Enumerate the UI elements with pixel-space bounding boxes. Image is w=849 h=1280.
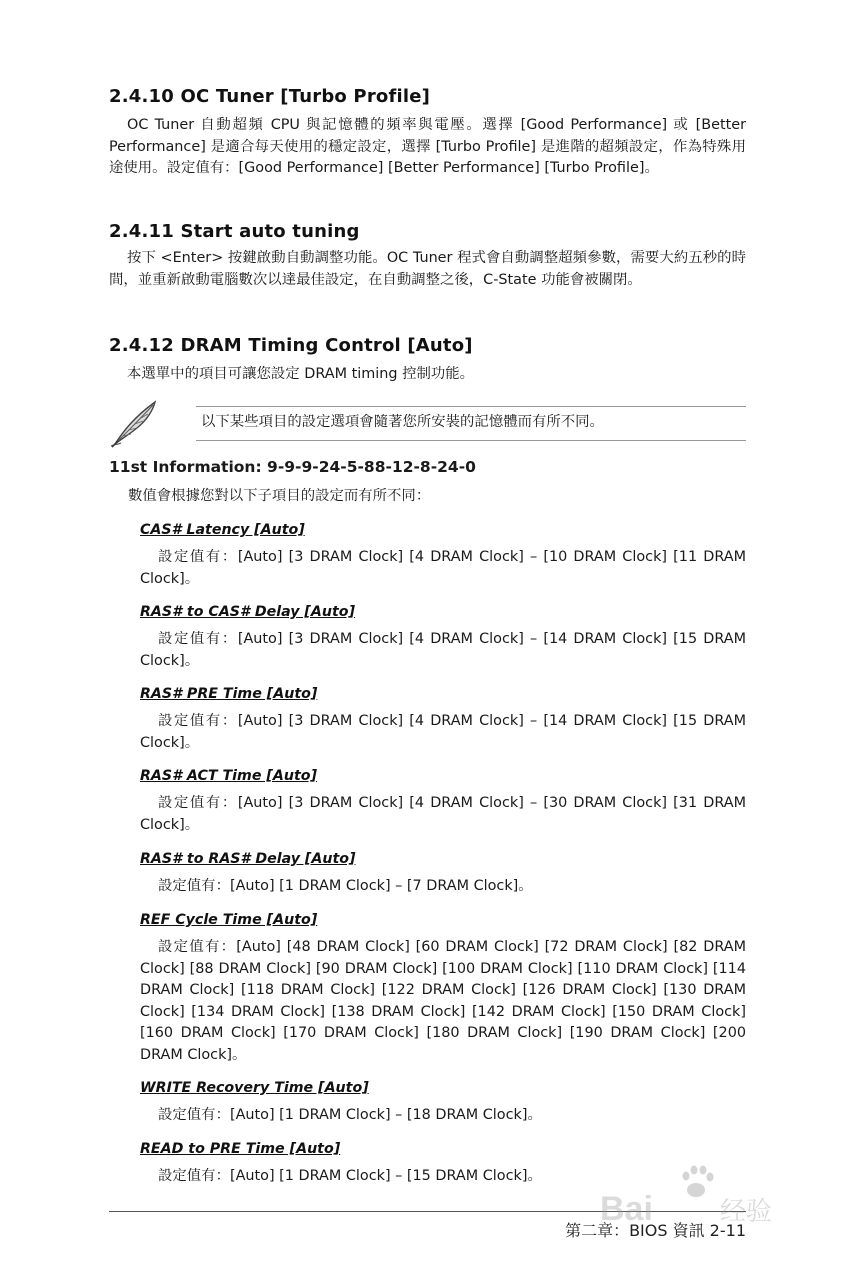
info-intro: 數值會根據您對以下子項目的設定而有所不同： — [128, 488, 431, 504]
paw-icon — [683, 1166, 714, 1198]
item-title-write-recovery: WRITE Recovery Time [Auto] — [140, 1080, 369, 1096]
item-text-read-to-pre: 設定值有：[Auto] [1 DRAM Clock] – [15 DRAM Clock]。 — [158, 1168, 542, 1184]
section-title-oc-tuner: 2.4.10 OC Tuner [Turbo Profile] — [109, 86, 431, 107]
item-title-cas-latency: CAS# Latency [Auto] — [140, 522, 305, 538]
note-divider-bottom — [196, 440, 746, 441]
item-text-ras-to-ras: 設定值有：[Auto] [1 DRAM Clock] – [7 DRAM Clock]。 — [158, 878, 533, 894]
item-title-ras-act-time: RAS# ACT Time [Auto] — [140, 768, 317, 784]
item-title-read-to-pre: READ to PRE Time [Auto] — [140, 1141, 341, 1157]
item-text-ras-to-cas: 設定值有：[Auto] [3 DRAM Clock] [4 DRAM Clock] – [14 DRAM Clock] [15 DRAM Clock]。 — [140, 631, 746, 669]
footer-page-label: 第二章：BIOS 資訊 2-11 — [565, 1221, 746, 1240]
item-title-ras-to-cas: RAS# to CAS# Delay [Auto] — [140, 604, 355, 620]
note-box — [109, 398, 746, 444]
item-text-ras-pre-time: 設定值有：[Auto] [3 DRAM Clock] [4 DRAM Clock] – [14 DRAM Clock] [15 DRAM Clock]。 — [140, 713, 746, 751]
item-title-ras-pre-time: RAS# PRE Time [Auto] — [140, 686, 318, 702]
section-title-start-auto-tuning: 2.4.11 Start auto tuning — [109, 221, 360, 242]
item-text-write-recovery: 設定值有：[Auto] [1 DRAM Clock] – [18 DRAM Clock]。 — [158, 1107, 542, 1123]
item-text-ras-act-time: 設定值有：[Auto] [3 DRAM Clock] [4 DRAM Clock] – [30 DRAM Clock] [31 DRAM Clock]。 — [140, 795, 746, 833]
section-body-oc-tuner: OC Tuner 自動超頻 CPU 與記憶體的頻率與電壓。選擇 [Good Performance] 或 [Better Performance] 是適合每天使用的穩定設定，選擇 [Turbo Profile] 是進階的超頻設定，作為特殊用途使用。設定值有：[Good Performance] [Better Performance] [Turbo Profile]。 — [109, 117, 746, 176]
svg-text:经验: 经验 — [720, 1197, 773, 1227]
section-body-start-auto-tuning: 按下 <Enter> 按鍵啟動自動調整功能。OC Tuner 程式會自動調整超頻參數，需要大約五秒的時間，並重新啟動電腦數次以達最佳設定，在自動調整之後，C-State 功能會被關閉。 — [109, 250, 746, 288]
info-title: 11st Information: 9-9-9-24-5-88-12-8-24-0 — [109, 458, 476, 476]
item-text-ref-cycle: 設定值有：[Auto] [48 DRAM Clock] [60 DRAM Clock] [72 DRAM Clock] [82 DRAM Clock] [88 DRAM Clock] [90 DRAM Clock] [100 DRAM Clock] [110 DRAM Clock] [114 DRAM Clock] [118 DRAM Clock] [122 DRAM Clock] [126 DRAM Clock] [130 DRAM Clock] [134 DRAM Clock] [138 DRAM Clock] [142 DRAM Clock] [150 DRAM Clock] [160 DRAM Clock] [170 DRAM Clock] [180 DRAM Clock] [190 DRAM Clock] [200 DRAM Clock]。 — [140, 939, 746, 1063]
item-text-cas-latency: 設定值有：[Auto] [3 DRAM Clock] [4 DRAM Clock] – [10 DRAM Clock] [11 DRAM Clock]。 — [140, 549, 746, 587]
note-text: 以下某些項目的設定選項會隨著您所安裝的記憶體而有所不同。 — [201, 414, 604, 430]
svg-text:Bai: Bai — [600, 1190, 653, 1228]
item-title-ref-cycle: REF Cycle Time [Auto] — [140, 912, 318, 928]
section-title-dram-timing: 2.4.12 DRAM Timing Control [Auto] — [109, 335, 473, 356]
feather-pen-icon — [109, 398, 161, 448]
section-body-dram-timing: 本選單中的項目可讓您設定 DRAM timing 控制功能。 — [127, 366, 475, 382]
note-divider-top — [196, 406, 746, 407]
item-title-ras-to-ras: RAS# to RAS# Delay [Auto] — [140, 851, 356, 867]
baidu-watermark — [600, 1150, 800, 1230]
